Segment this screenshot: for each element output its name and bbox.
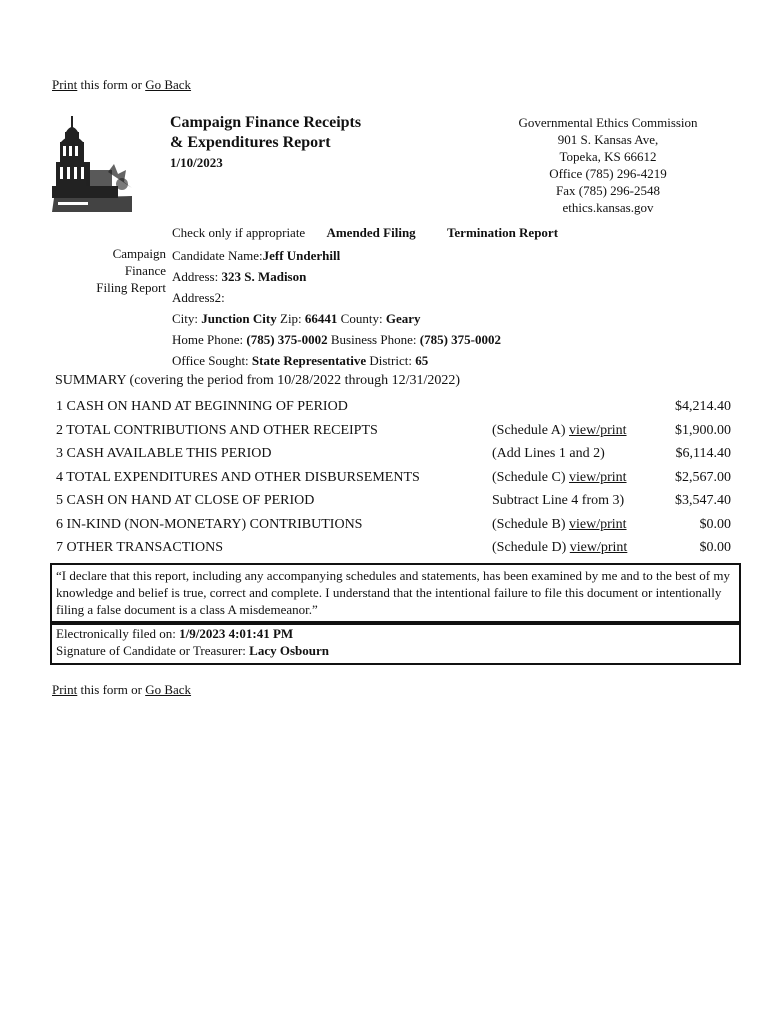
side-label — [70, 245, 166, 296]
declaration-text: “I declare that this report, including any accompanying schedules and statements, has been examined by me and to the best of my knowledge and belief is true, correct and complete. I understand that the intentional failure to file this document or intentionally filing a false document is a class A misdemeanor.” — [56, 568, 730, 617]
summary-row-label: 7 OTHER TRANSACTIONS — [56, 540, 223, 555]
summary-row-amount: $3,547.40 — [675, 493, 731, 508]
signature-label: Signature of Candidate or Treasurer: — [56, 643, 246, 658]
view-print-link[interactable]: view/print — [569, 540, 628, 555]
summary-rows — [55, 397, 735, 562]
summary-row-amount: $0.00 — [699, 540, 731, 555]
candidate-name: Jeff Underhill — [262, 248, 341, 263]
filed-row — [56, 625, 735, 642]
district-value: 65 — [415, 353, 429, 368]
title-line-2: & Expenditures Report — [170, 134, 331, 151]
side-label-line-3: Filing Report — [96, 280, 166, 295]
candidate-name-label: Candidate Name: — [172, 248, 263, 263]
agency-name: Governmental Ethics Commission — [518, 115, 698, 130]
city-row — [172, 308, 501, 329]
termination-report-option: Termination Report — [446, 225, 559, 240]
schedule-text: (Schedule D) — [492, 540, 567, 555]
summary-row — [55, 421, 735, 445]
view-print-link[interactable]: view/print — [568, 469, 627, 485]
filing-options — [172, 225, 558, 241]
schedule-text: (Schedule C) — [492, 469, 566, 485]
zip-label: Zip: — [280, 311, 302, 326]
county-value: Geary — [385, 311, 421, 326]
county-label: County: — [340, 311, 383, 326]
summary-row-label: 3 CASH AVAILABLE THIS PERIOD — [56, 446, 272, 461]
print-link[interactable]: Print — [52, 77, 78, 92]
office-row — [172, 350, 501, 371]
declaration-box — [50, 563, 741, 625]
go-back-link[interactable]: Go Back — [145, 77, 192, 92]
agency-office-phone: Office (785) 296-4219 — [549, 166, 667, 181]
filed-label: Electronically filed on: — [56, 626, 176, 641]
summary-row-amount: $0.00 — [699, 516, 731, 532]
summary-row — [55, 468, 735, 492]
office-value: State Representative — [251, 353, 367, 368]
summary-row — [55, 491, 735, 515]
report-title — [170, 113, 361, 173]
city-value: Junction City — [201, 311, 277, 326]
summary-heading: SUMMARY (covering the period from 10/28/2022 through 12/31/2022) — [55, 373, 461, 388]
summary-row-amount: $4,214.40 — [675, 399, 731, 414]
report-date: 1/10/2023 — [170, 155, 223, 170]
schedule-text: Subtract Line 4 from 3) — [492, 493, 625, 508]
address-row — [172, 266, 501, 287]
summary-row-schedule — [492, 470, 627, 487]
schedule-text: (Add Lines 1 and 2) — [492, 446, 605, 461]
agency-street: 901 S. Kansas Ave, — [557, 132, 659, 147]
print-link-bottom[interactable]: Print — [52, 682, 78, 697]
agency-city: Topeka, KS 66612 — [559, 149, 657, 164]
address-label: Address: — [172, 269, 219, 284]
filing-options-prompt: Check only if appropriate — [172, 225, 306, 240]
summary-row-amount: $1,900.00 — [675, 422, 731, 438]
address2-row — [172, 287, 501, 308]
summary-row-label: 5 CASH ON HAND AT CLOSE OF PERIOD — [56, 493, 315, 508]
summary-row-amount: $6,114.40 — [675, 446, 731, 461]
home-phone-label: Home Phone: — [172, 332, 244, 347]
summary-row-schedule — [492, 540, 627, 557]
address2-label: Address2: — [172, 290, 225, 305]
agency-address — [490, 114, 726, 216]
address-value: 323 S. Madison — [221, 269, 307, 284]
candidate-name-row — [172, 245, 501, 266]
signature-row — [56, 642, 735, 659]
summary-row — [55, 515, 735, 539]
kansas-capitol-logo-icon — [52, 112, 134, 212]
summary-table — [55, 373, 735, 562]
top-nav — [52, 77, 191, 93]
schedule-text: (Schedule A) — [492, 422, 566, 438]
efile-box — [50, 621, 741, 665]
summary-row-amount: $2,567.00 — [675, 469, 731, 485]
summary-row-schedule — [492, 446, 605, 463]
summary-row-label: 2 TOTAL CONTRIBUTIONS AND OTHER RECEIPTS — [56, 422, 378, 438]
office-label: Office Sought: — [172, 353, 249, 368]
amended-filing-option: Amended Filing — [326, 225, 416, 240]
summary-row — [55, 538, 735, 562]
side-label-line-1: Campaign — [112, 246, 166, 261]
summary-row-schedule — [492, 493, 624, 510]
side-label-line-2: Finance — [124, 263, 166, 278]
city-label: City: — [172, 311, 199, 326]
filed-value: 1/9/2023 4:01:41 PM — [179, 626, 294, 641]
bottom-nav — [52, 682, 191, 698]
summary-row-label: 4 TOTAL EXPENDITURES AND OTHER DISBURSEMENTS — [56, 469, 420, 485]
summary-row-schedule — [492, 423, 627, 440]
summary-row-schedule — [492, 517, 627, 534]
district-label: District: — [369, 353, 412, 368]
nav-text: this form or — [80, 77, 142, 92]
schedule-text: (Schedule B) — [492, 516, 566, 532]
agency-website: ethics.kansas.gov — [562, 200, 654, 215]
summary-row-label: 6 IN-KIND (NON-MONETARY) CONTRIBUTIONS — [56, 516, 363, 532]
signature-value: Lacy Osbourn — [249, 643, 329, 658]
candidate-info — [172, 245, 501, 371]
agency-fax: Fax (785) 296-2548 — [556, 183, 660, 198]
nav-text-bottom: this form or — [80, 682, 142, 697]
view-print-link[interactable]: view/print — [568, 422, 627, 438]
home-phone-value: (785) 375-0002 — [246, 332, 328, 347]
summary-row — [55, 444, 735, 468]
business-phone-value: (785) 375-0002 — [419, 332, 501, 347]
title-line-1: Campaign Finance Receipts — [170, 114, 362, 131]
summary-row-label: 1 CASH ON HAND AT BEGINNING OF PERIOD — [56, 399, 348, 414]
business-phone-label: Business Phone: — [330, 332, 417, 347]
go-back-link-bottom[interactable]: Go Back — [145, 682, 192, 697]
zip-value: 66441 — [304, 311, 338, 326]
phone-row — [172, 329, 501, 350]
summary-row — [55, 397, 735, 421]
view-print-link[interactable]: view/print — [568, 516, 627, 532]
